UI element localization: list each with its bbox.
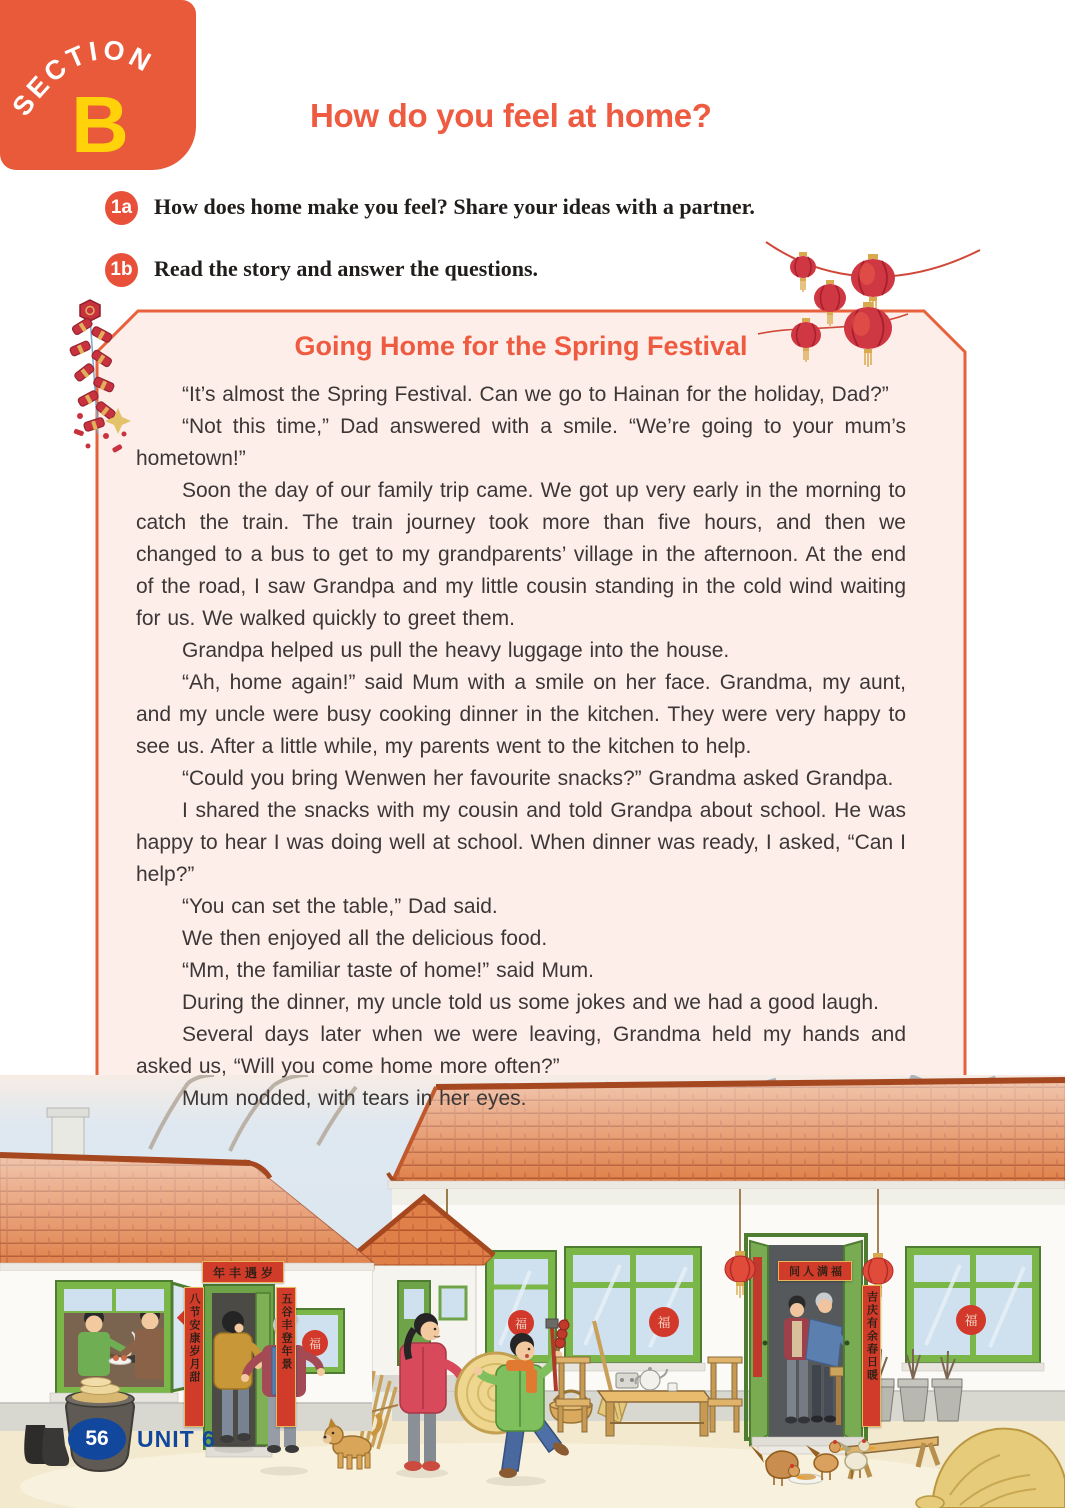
story-paragraph: “Not this time,” Dad answered with a smile. “We’re going to your mum’s hometown!” — [136, 415, 906, 470]
activity-badge-1b: 1b — [105, 253, 138, 287]
couplet-right-door-horizontal: 间人满福 — [778, 1261, 852, 1281]
activity-row-1b — [105, 253, 965, 287]
story-paragraph: During the dinner, my uncle told us some jokes and we had a good laugh. — [182, 991, 879, 1014]
couplet-right-scroll: 五谷丰登年景 — [276, 1287, 296, 1427]
page-title: How do you feel at home? — [310, 97, 712, 134]
boots — [24, 1425, 69, 1466]
svg-text:福: 福 — [964, 1313, 978, 1328]
story-paragraph: We then enjoyed all the delicious food. — [182, 927, 548, 950]
activity-row-1a — [105, 191, 965, 225]
svg-text:福: 福 — [514, 1317, 528, 1331]
section-label: SECTION — [6, 34, 160, 122]
page-footer — [68, 1418, 216, 1460]
unit-label: UNIT 6 — [137, 1425, 216, 1452]
section-badge — [0, 0, 196, 170]
section-badge-art — [0, 0, 196, 170]
story-paragraph: “Mm, the familiar taste of home!” said Mum. — [182, 959, 594, 982]
kitchen-window — [50, 1281, 200, 1402]
couplet-left-horizontal: 年丰遇岁 — [202, 1261, 284, 1283]
couplet-right-door-scroll: 吉庆有余春日暖 — [862, 1285, 881, 1427]
story-paragraph: Soon the day of our family trip came. We got up very early in the morning to catch the train. The train journey took more than five hours, and then we changed to a bus to get to my grandparents’ village in the afternoon. At the end of the road, I saw Grandpa and my little cousin standing in the cold wind waiting for us. We walked quickly to greet them. — [136, 479, 906, 630]
couplet-left-scroll: 八节安康岁月甜 — [184, 1287, 204, 1427]
story-paragraph: Mum nodded, with tears in her eyes. — [182, 1087, 527, 1110]
story-paragraph: “Could you bring Wenwen her favourite snacks?” Grandma asked Grandpa. — [182, 767, 894, 790]
svg-text:福: 福 — [308, 1337, 322, 1351]
firecracker-knot-icon — [80, 300, 100, 321]
story-paragraph: “You can set the table,” Dad said. — [182, 895, 498, 918]
story-paragraph: Several days later when we were leaving, Grandma held my hands and asked us, “Will you come home more often?” — [136, 1023, 906, 1078]
story — [136, 331, 906, 1115]
activity-text-1a: How does home make you feel? Share your ideas with a partner. — [154, 194, 755, 219]
story-paragraph: “It’s almost the Spring Festival. Can we go to Hainan for the holiday, Dad?” — [182, 383, 889, 406]
story-paragraph: “Ah, home again!” said Mum with a smile on her face. Grandma, my aunt, and my uncle were busy cooking dinner in the kitchen. They were very happy to see us. After a little while, my parents went to the kitchen to help. — [136, 671, 906, 758]
story-paragraph: I shared the snacks with my cousin and told Grandpa about school. He was happy to hear I was doing well at school. When dinner was ready, I asked, “Can I help?” — [136, 799, 906, 886]
story-paragraphs — [136, 379, 906, 1115]
activity-text-1b: Read the story and answer the questions. — [154, 256, 539, 281]
spark-star-icon — [73, 408, 131, 453]
page-number-badge: 56 — [68, 1418, 126, 1460]
story-title: Going Home for the Spring Festival — [294, 331, 748, 361]
cup — [668, 1383, 677, 1391]
firecracker-string — [69, 317, 116, 432]
window-wide-left — [561, 1247, 705, 1371]
window-wide-right — [902, 1247, 1044, 1371]
section-letter: B — [71, 80, 129, 169]
activity-badge-1a: 1a — [105, 191, 138, 225]
story-paragraph: Grandpa helped us pull the heavy luggage into the house. — [182, 639, 730, 662]
svg-text:福: 福 — [657, 1315, 671, 1330]
